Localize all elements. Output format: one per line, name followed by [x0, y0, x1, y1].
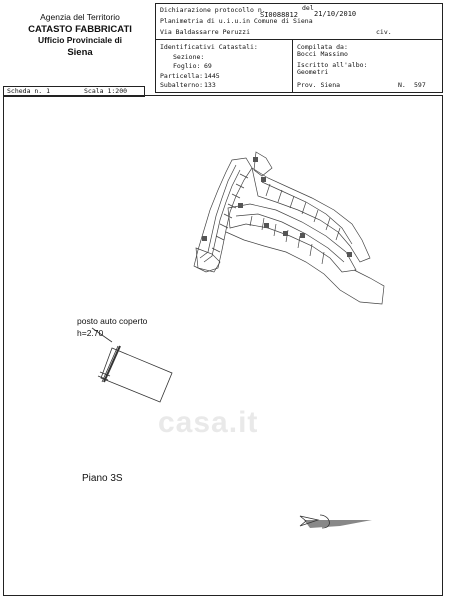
province-label: Prov. Siena [297, 81, 341, 89]
date-label: del [302, 4, 314, 12]
watermark: casa.it [158, 406, 259, 439]
foglio-label: Foglio: [173, 62, 201, 70]
planimetry-label: Planimetria di u.i.u.in Comune di Siena [160, 17, 313, 25]
foglio-value: 69 [204, 62, 212, 70]
registered-label: Iscritto all'albo: [297, 61, 368, 69]
office-name: Ufficio Provinciale di [37, 35, 123, 45]
floor-label: Piano 3S [82, 473, 123, 484]
civ-label: civ. [376, 28, 392, 36]
city-name: Siena [67, 47, 93, 58]
sezione-label: Sezione: [173, 53, 205, 61]
height-label: h=2.70 [77, 328, 104, 338]
subalterno-value: 133 [204, 81, 216, 89]
catasto-title: CATASTO FABBRICATI [28, 24, 132, 35]
number-label: N. [398, 81, 406, 89]
parking-space-drawing [92, 328, 172, 402]
protocol-number: SI0088812 [260, 11, 298, 19]
scheda-label: Scheda n. 1 [7, 87, 51, 95]
building-outline [194, 152, 384, 304]
registered-value: Geometri [297, 68, 329, 76]
agency-name: Agenzia del Territorio [40, 12, 120, 22]
compiled-by: Bocci Massimo [297, 50, 348, 58]
subalterno-label: Subalterno: [160, 81, 204, 89]
scale-label: Scala 1:200 [84, 87, 128, 95]
declaration-date: 21/10/2010 [314, 10, 357, 18]
address: Via Baldassarre Peruzzi [160, 28, 251, 36]
cadastral-title: Identificativi Catastali: [160, 43, 258, 51]
parking-label: posto auto coperto [77, 316, 148, 326]
particella-label: Particella: [160, 72, 204, 80]
particella-value: 1445 [204, 72, 220, 80]
protocol-label: Dichiarazione protocollo n. [160, 6, 266, 14]
compiled-label: Compilata da: [297, 43, 348, 51]
number-value: 597 [414, 81, 426, 89]
north-arrow-icon [300, 515, 372, 528]
